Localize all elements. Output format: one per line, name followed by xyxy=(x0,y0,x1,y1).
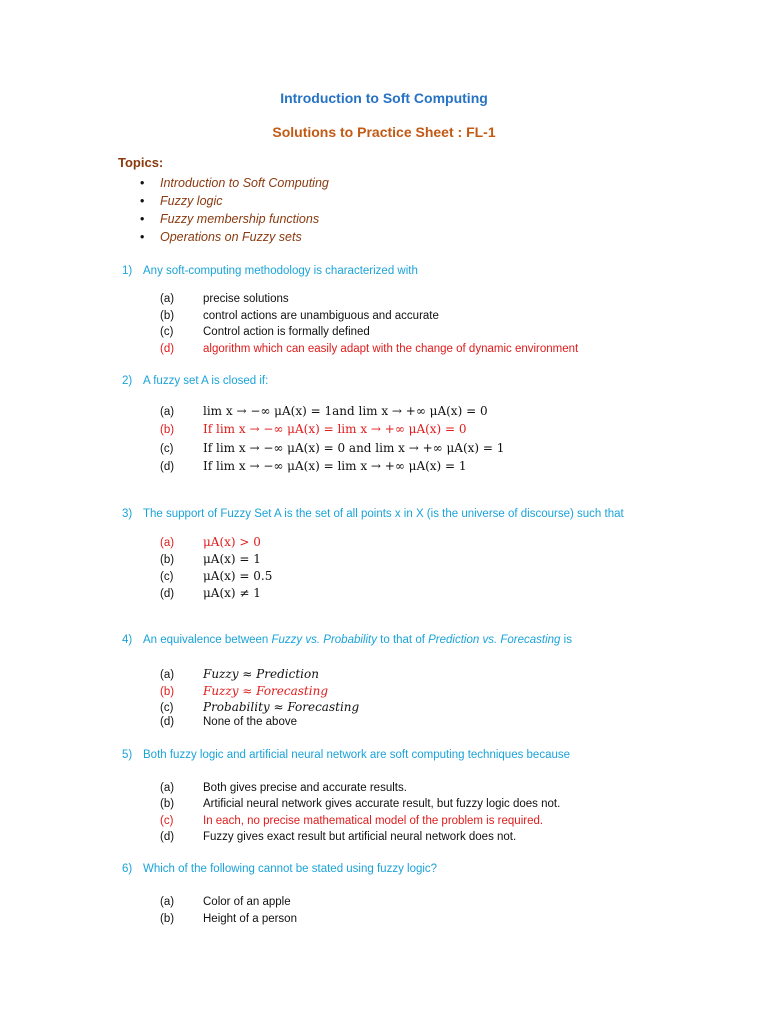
option: (d) Fuzzy gives exact result but artificial neural network does not. xyxy=(160,831,517,843)
page-title: Introduction to Soft Computing xyxy=(280,90,488,106)
question-4: 4) An equivalence between Fuzzy vs. Probability to that of Prediction vs. Forecasting is xyxy=(122,634,572,646)
topic-item: • Fuzzy logic xyxy=(140,194,223,208)
option-correct: (d) algorithm which can easily adapt with the change of dynamic environment xyxy=(160,343,579,355)
option: (a) precise solutions xyxy=(160,293,289,305)
question-2: 2) A fuzzy set A is closed if: xyxy=(122,375,269,387)
option: (c) If lim x → −∞ μA(x) = 0 and lim x → +∞ μA(x) = 1 xyxy=(160,441,505,455)
option-correct: (b) If lim x → −∞ μA(x) = lim x → +∞ μA(x) = 0 xyxy=(160,422,467,436)
page-subtitle: Solutions to Practice Sheet : FL-1 xyxy=(272,124,496,140)
option: (c) Probability ≈ Forecasting xyxy=(160,700,360,714)
question-1: 1) Any soft-computing methodology is characterized with xyxy=(122,265,418,277)
option: (a) Color of an apple xyxy=(160,896,291,908)
option: (b) Height of a person xyxy=(160,913,297,925)
option-correct: (c) In each, no precise mathematical model of the problem is required. xyxy=(160,815,544,827)
option-correct: (b) Fuzzy ≈ Forecasting xyxy=(160,684,328,698)
option: (c) μA(x) = 0.5 xyxy=(160,569,273,583)
question-5: 5) Both fuzzy logic and artificial neural network are soft computing techniques because xyxy=(122,749,571,761)
option: (a) Both gives precise and accurate results. xyxy=(160,782,407,794)
option: (a) lim x → −∞ μA(x) = 1and lim x → +∞ μA(x) = 0 xyxy=(160,404,488,418)
option: (b) μA(x) = 1 xyxy=(160,552,261,566)
option: (d) None of the above xyxy=(160,716,297,728)
option: (c) Control action is formally defined xyxy=(160,326,370,338)
option: (d) μA(x) ≠ 1 xyxy=(160,586,261,600)
option-correct: (a) μA(x) > 0 xyxy=(160,535,261,549)
question-3: 3) The support of Fuzzy Set A is the set of all points x in X (is the universe of discourse) such that xyxy=(122,508,624,520)
option: (b) Artificial neural network gives accurate result, but fuzzy logic does not. xyxy=(160,798,561,810)
option: (b) control actions are unambiguous and accurate xyxy=(160,310,439,322)
question-6: 6) Which of the following cannot be stated using fuzzy logic? xyxy=(122,863,438,875)
option: (a) Fuzzy ≈ Prediction xyxy=(160,667,319,681)
topic-item: • Introduction to Soft Computing xyxy=(140,176,329,190)
topic-item: • Operations on Fuzzy sets xyxy=(140,230,302,244)
topics-heading: Topics: xyxy=(118,155,164,170)
option: (d) If lim x → −∞ μA(x) = lim x → +∞ μA(x) = 1 xyxy=(160,459,467,473)
topic-item: • Fuzzy membership functions xyxy=(140,212,320,226)
